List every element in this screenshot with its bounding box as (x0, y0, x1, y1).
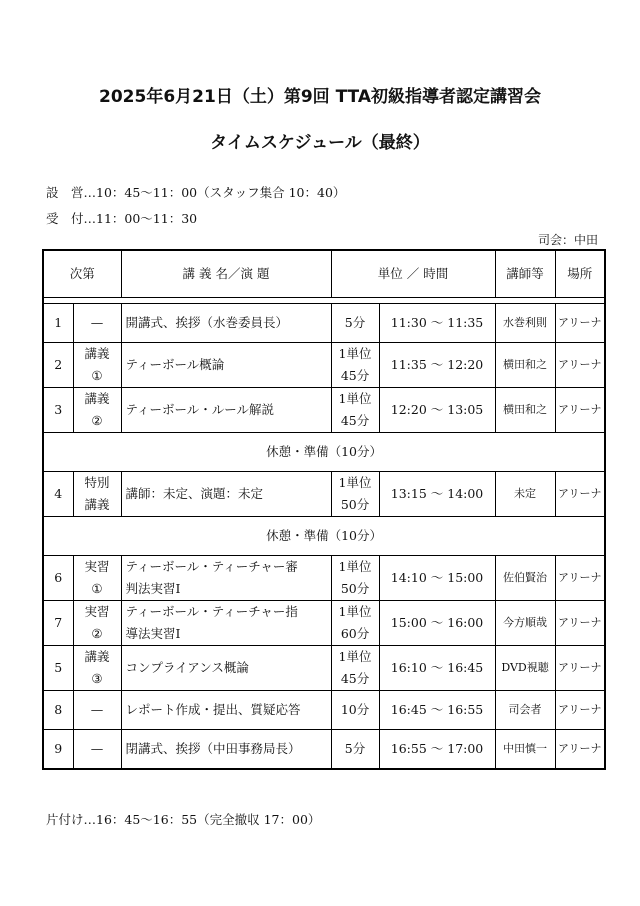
row-place: アリーナ (555, 601, 605, 646)
row-place: アリーナ (555, 556, 605, 601)
header-row (43, 250, 605, 298)
row-number: 8 (43, 691, 73, 730)
row-kind-line: 講義 (84, 497, 110, 512)
row-time: 13:15 〜 14:00 (379, 472, 495, 517)
row-unit-line: 1単位 (338, 604, 372, 619)
row-unit-line: 1単位 (338, 559, 372, 574)
row-kind-line: — (90, 315, 104, 330)
schedule-row (43, 472, 605, 517)
row-unit-line: 5分 (344, 741, 366, 756)
row-unit (331, 601, 379, 646)
row-title-line: ティーボール・ティーチャー審 (125, 559, 298, 574)
mc-name: 司会：中田 (537, 233, 598, 247)
row-number: 1 (43, 304, 73, 343)
row-unit-line: 45分 (340, 368, 370, 383)
row-kind (73, 646, 121, 691)
row-instructor: 中田慎一 (495, 730, 555, 770)
row-kind-line: ③ (91, 671, 103, 686)
row-kind-line: 実習 (84, 559, 110, 574)
row-kind-line: ① (91, 581, 103, 596)
schedule-row (43, 691, 605, 730)
row-title-line: 導法実習Ⅰ (125, 626, 181, 641)
row-instructor: DVD視聴 (495, 646, 555, 691)
schedule-row (43, 343, 605, 388)
document-title: 2025年6月21日（土）第9回 TTA初級指導者認定講習会 (99, 87, 541, 107)
setup-time: 設 営…10：45〜11：00（スタッフ集合 10：40） (46, 185, 346, 200)
row-unit (331, 691, 379, 730)
row-time: 16:55 〜 17:00 (379, 730, 495, 770)
row-unit-line: 1単位 (338, 391, 372, 406)
row-kind (73, 343, 121, 388)
row-kind-line: ② (91, 626, 103, 641)
row-unit-line: 60分 (340, 626, 370, 641)
row-title (121, 730, 331, 770)
row-kind (73, 601, 121, 646)
row-title (121, 343, 331, 388)
row-title-line: ティーボール・ルール解説 (125, 402, 275, 417)
header-place: 場所 (555, 250, 605, 298)
schedule-row (43, 730, 605, 770)
row-title (121, 304, 331, 343)
row-title-line: 閉講式、挨拶（中田事務局長） (125, 741, 301, 756)
row-place: アリーナ (555, 730, 605, 770)
row-kind (73, 472, 121, 517)
row-time: 14:10 〜 15:00 (379, 556, 495, 601)
schedule-row (43, 304, 605, 343)
row-instructor: 横田和之 (495, 343, 555, 388)
schedule-row (43, 646, 605, 691)
header-instructor: 講師等 (495, 250, 555, 298)
schedule-row (43, 601, 605, 646)
row-time: 12:20 〜 13:05 (379, 388, 495, 433)
row-place: アリーナ (555, 304, 605, 343)
reception-time: 受 付…11：00〜11：30 (46, 211, 198, 226)
row-title (121, 691, 331, 730)
row-unit (331, 730, 379, 770)
row-title (121, 646, 331, 691)
row-instructor: 司会者 (495, 691, 555, 730)
row-place: アリーナ (555, 472, 605, 517)
row-instructor: 未定 (495, 472, 555, 517)
row-place: アリーナ (555, 388, 605, 433)
break-label: 休憩・準備（10分） (43, 517, 605, 556)
row-number: 9 (43, 730, 73, 770)
row-title-line: 開講式、挨拶（水巻委員長） (125, 315, 289, 330)
row-instructor: 水巻利則 (495, 304, 555, 343)
row-number: 3 (43, 388, 73, 433)
document-subtitle: タイムスケジュール（最終） (210, 133, 430, 153)
row-place: アリーナ (555, 343, 605, 388)
row-unit (331, 472, 379, 517)
row-title (121, 388, 331, 433)
break-label: 休憩・準備（10分） (43, 433, 605, 472)
row-kind (73, 691, 121, 730)
row-place: アリーナ (555, 646, 605, 691)
row-instructor: 今方順哉 (495, 601, 555, 646)
row-unit (331, 388, 379, 433)
row-kind-line: — (90, 741, 104, 756)
row-time: 16:10 〜 16:45 (379, 646, 495, 691)
row-number: 6 (43, 556, 73, 601)
row-number: 5 (43, 646, 73, 691)
row-kind (73, 730, 121, 770)
row-title (121, 601, 331, 646)
row-kind (73, 304, 121, 343)
row-kind-line: 講義 (84, 649, 110, 664)
row-time: 15:00 〜 16:00 (379, 601, 495, 646)
row-time: 11:30 〜 11:35 (379, 304, 495, 343)
row-unit (331, 304, 379, 343)
row-number: 7 (43, 601, 73, 646)
row-unit-line: 1単位 (338, 346, 372, 361)
schedule-row (43, 556, 605, 601)
row-kind-line: 特別 (84, 475, 110, 490)
row-title (121, 472, 331, 517)
row-time: 11:35 〜 12:20 (379, 343, 495, 388)
row-unit-line: 1単位 (338, 649, 372, 664)
row-unit (331, 556, 379, 601)
row-unit-line: 50分 (340, 497, 370, 512)
row-title-line: レポート作成・提出、質疑応答 (125, 702, 301, 717)
row-kind-line: ① (91, 368, 103, 383)
row-title-line: ティーボール概論 (125, 357, 225, 372)
row-title-line: コンプライアンス概論 (125, 660, 249, 675)
row-instructor: 佐伯賢治 (495, 556, 555, 601)
row-kind (73, 388, 121, 433)
row-title-line: ティーボール・ティーチャー指 (125, 604, 298, 619)
row-time: 16:45 〜 16:55 (379, 691, 495, 730)
row-kind-line: 実習 (84, 604, 110, 619)
cleanup-time: 片付け…16：45〜16：55（完全撤収 17：00） (46, 812, 321, 827)
row-kind-line: — (90, 702, 104, 717)
schedule-row (43, 388, 605, 433)
header-order: 次第 (43, 250, 121, 298)
row-unit-line: 1単位 (338, 475, 372, 490)
row-kind-line: ② (91, 413, 103, 428)
row-place: アリーナ (555, 691, 605, 730)
row-unit-line: 10分 (340, 702, 370, 717)
row-kind-line: 講義 (84, 391, 110, 406)
header-unit-time: 単位 ／ 時間 (331, 250, 495, 298)
row-unit-line: 50分 (340, 581, 370, 596)
row-unit (331, 646, 379, 691)
row-kind-line: 講義 (84, 346, 110, 361)
row-title-line: 講師：未定、演題：未定 (125, 486, 264, 501)
header-lecture: 講 義 名／演 題 (121, 250, 331, 298)
row-unit-line: 5分 (344, 315, 366, 330)
row-title-line: 判法実習Ⅰ (125, 581, 181, 596)
break-row (43, 433, 605, 472)
row-kind (73, 556, 121, 601)
row-unit (331, 343, 379, 388)
schedule-table (42, 249, 606, 770)
row-number: 4 (43, 472, 73, 517)
row-instructor: 横田和之 (495, 388, 555, 433)
row-title (121, 556, 331, 601)
break-row (43, 517, 605, 556)
row-number: 2 (43, 343, 73, 388)
row-unit-line: 45分 (340, 671, 370, 686)
row-unit-line: 45分 (340, 413, 370, 428)
